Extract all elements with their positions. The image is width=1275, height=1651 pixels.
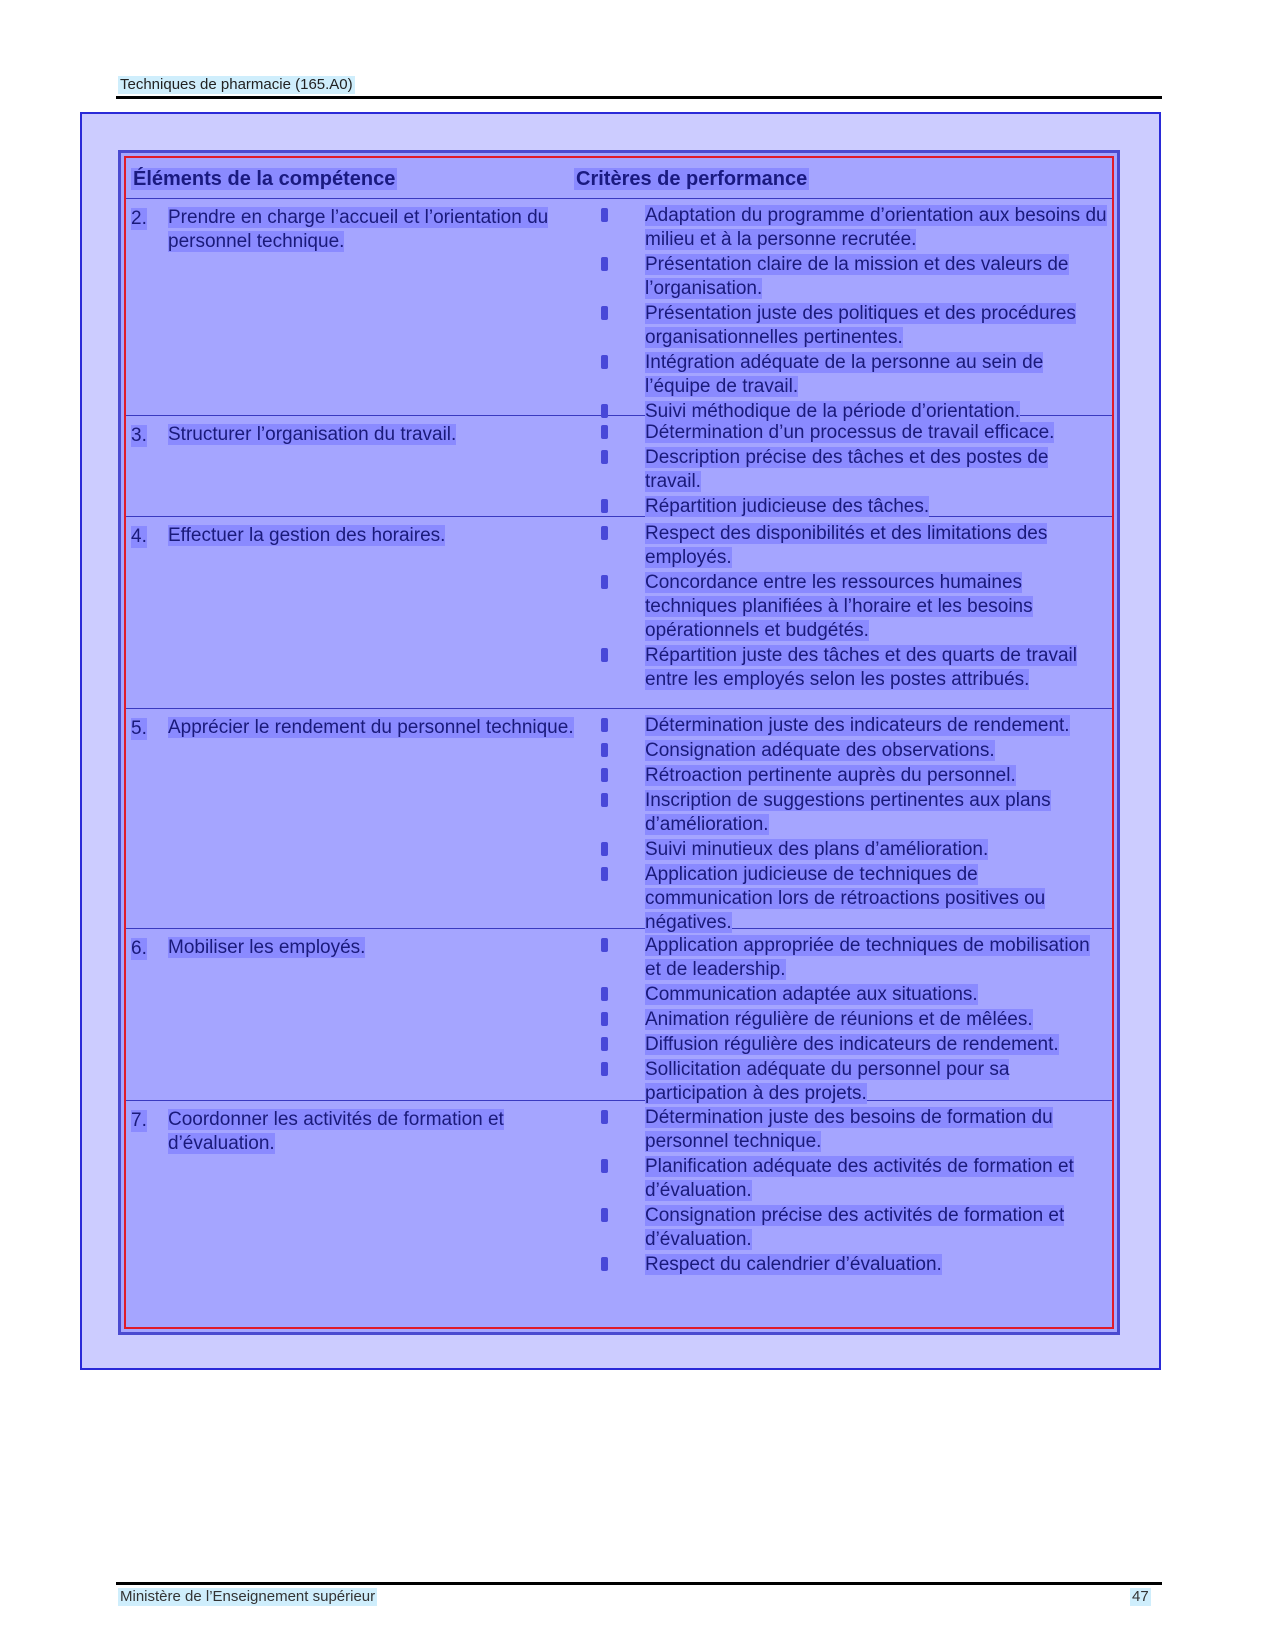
criterion-text: Consignation adéquate des observations. <box>645 740 995 761</box>
criterion-item <box>599 714 1108 738</box>
bullet-icon <box>601 648 608 662</box>
criterion-item <box>599 838 1108 862</box>
criterion-text: Répartition judicieuse des tâches. <box>645 496 930 517</box>
criteria-list <box>599 204 1108 425</box>
table-row <box>126 1100 1112 1275</box>
criterion-item <box>599 421 1108 445</box>
table-header-row <box>126 158 1112 199</box>
element-label: Structurer l’organisation du travail. <box>168 424 457 445</box>
bullet-icon <box>601 718 608 732</box>
criteria-list <box>599 1106 1108 1278</box>
criterion-text: Sollicitation adéquate du personnel pour sa participation à des projets. <box>645 1059 1010 1104</box>
element-text <box>168 423 588 447</box>
element-label: Coordonner les activités de formation et d’évaluation. <box>168 1109 504 1154</box>
table-row <box>126 708 1112 933</box>
criterion-item <box>599 446 1108 494</box>
bullet-icon <box>601 355 608 369</box>
element-text <box>168 1108 588 1156</box>
criterion-item <box>599 644 1108 692</box>
criterion-text: Animation régulière de réunions et de mêlées. <box>645 1009 1033 1030</box>
bullet-icon <box>601 257 608 271</box>
criterion-text: Détermination juste des besoins de formation du personnel technique. <box>645 1107 1053 1152</box>
bullet-icon <box>601 793 608 807</box>
table-body <box>124 156 1114 1329</box>
element-text <box>168 936 588 960</box>
bullet-icon <box>601 867 608 881</box>
table-row <box>126 198 1112 422</box>
bullet-icon <box>601 1208 608 1222</box>
criteria-list <box>599 421 1108 520</box>
column-header-criteria: Critères de performance <box>576 168 808 190</box>
running-header: Techniques de pharmacie (165.A0) <box>120 76 353 93</box>
bullet-icon <box>601 938 608 952</box>
criterion-item <box>599 571 1108 643</box>
criterion-text: Suivi minutieux des plans d’amélioration. <box>645 839 989 860</box>
criterion-item <box>599 789 1108 837</box>
bullet-icon <box>601 768 608 782</box>
element-label: Prendre en charge l’accueil et l’orientation du personnel technique. <box>168 207 549 252</box>
criterion-item <box>599 253 1108 301</box>
criterion-text: Présentation claire de la mission et des valeurs de l’organisation. <box>645 254 1069 299</box>
criterion-item <box>599 351 1108 399</box>
criterion-text: Respect du calendrier d’évaluation. <box>645 1254 942 1275</box>
bullet-icon <box>601 1110 608 1124</box>
criterion-item <box>599 302 1108 350</box>
element-label: Apprécier le rendement du personnel technique. <box>168 717 574 738</box>
table-row <box>126 516 1112 709</box>
table-row <box>126 928 1112 1104</box>
criterion-item <box>599 739 1108 763</box>
criterion-text: Détermination juste des indicateurs de rendement. <box>645 715 1070 736</box>
criterion-text: Intégration adéquate de la personne au sein de l’équipe de travail. <box>645 352 1044 397</box>
bullet-icon <box>601 526 608 540</box>
bullet-icon <box>601 306 608 320</box>
criterion-text: Détermination d’un processus de travail efficace. <box>645 422 1055 443</box>
criterion-item <box>599 1058 1108 1106</box>
criterion-item <box>599 934 1108 982</box>
element-text <box>168 524 588 548</box>
bullet-icon <box>601 1062 608 1076</box>
criterion-item <box>599 1008 1108 1032</box>
bullet-icon <box>601 1037 608 1051</box>
element-text <box>168 716 588 740</box>
bullet-icon <box>601 1159 608 1173</box>
criterion-text: Inscription de suggestions pertinentes aux plans d’amélioration. <box>645 790 1051 835</box>
bullet-icon <box>601 208 608 222</box>
criterion-item <box>599 1106 1108 1154</box>
bullet-icon <box>601 1012 608 1026</box>
element-number: 5. <box>131 718 147 739</box>
criterion-text: Planification adéquate des activités de formation et d’évaluation. <box>645 1156 1074 1201</box>
element-number: 4. <box>131 526 147 547</box>
competence-table <box>118 150 1120 1335</box>
element-label: Effectuer la gestion des horaires. <box>168 525 446 546</box>
bullet-icon <box>601 499 608 513</box>
criterion-text: Suivi méthodique de la période d’orientation. <box>645 401 1020 422</box>
criterion-item <box>599 764 1108 788</box>
criterion-text: Concordance entre les ressources humaines techniques planifiées à l’horaire et les besoins opérationnels et budgétés. <box>645 572 1033 641</box>
criterion-text: Répartition juste des tâches et des quarts de travail entre les employés selon les postes attribués. <box>645 645 1077 690</box>
criteria-list <box>599 934 1108 1107</box>
criteria-list <box>599 714 1108 936</box>
element-number: 6. <box>131 938 147 959</box>
criterion-item <box>599 983 1108 1007</box>
criterion-text: Présentation juste des politiques et des procédures organisationnelles pertinentes. <box>645 303 1076 348</box>
element-number: 3. <box>131 425 147 446</box>
criterion-text: Description précise des tâches et des postes de travail. <box>645 447 1049 492</box>
element-number: 2. <box>131 208 147 229</box>
criterion-text: Application appropriée de techniques de mobilisation et de leadership. <box>645 935 1090 980</box>
footer-ministry: Ministère de l’Enseignement supérieur <box>120 1588 376 1605</box>
footer-rule <box>116 1582 1162 1585</box>
bullet-icon <box>601 425 608 439</box>
criterion-text: Adaptation du programme d’orientation aux besoins du milieu et à la personne recrutée. <box>645 205 1107 250</box>
criterion-text: Diffusion régulière des indicateurs de rendement. <box>645 1034 1059 1055</box>
page-number: 47 <box>1132 1588 1149 1605</box>
criterion-text: Respect des disponibilités et des limitations des employés. <box>645 523 1048 568</box>
bullet-icon <box>601 450 608 464</box>
criterion-item <box>599 1253 1108 1277</box>
header-rule <box>116 96 1162 99</box>
criterion-text: Rétroaction pertinente auprès du personnel. <box>645 765 1016 786</box>
bullet-icon <box>601 1257 608 1271</box>
bullet-icon <box>601 842 608 856</box>
criteria-list <box>599 522 1108 693</box>
table-row <box>126 415 1112 517</box>
criterion-item <box>599 1155 1108 1203</box>
criterion-item <box>599 863 1108 935</box>
element-text <box>168 206 588 254</box>
criterion-item <box>599 522 1108 570</box>
element-label: Mobiliser les employés. <box>168 937 366 958</box>
column-header-elements: Éléments de la compétence <box>133 168 396 190</box>
criterion-text: Communication adaptée aux situations. <box>645 984 978 1005</box>
criterion-item <box>599 204 1108 252</box>
element-number: 7. <box>131 1110 147 1131</box>
bullet-icon <box>601 575 608 589</box>
criterion-text: Application judicieuse de techniques de communication lors de rétroactions positives ou négatives. <box>645 864 1046 933</box>
bullet-icon <box>601 743 608 757</box>
bullet-icon <box>601 987 608 1001</box>
criterion-item <box>599 1204 1108 1252</box>
criterion-text: Consignation précise des activités de formation et d’évaluation. <box>645 1205 1065 1250</box>
criterion-item <box>599 1033 1108 1057</box>
